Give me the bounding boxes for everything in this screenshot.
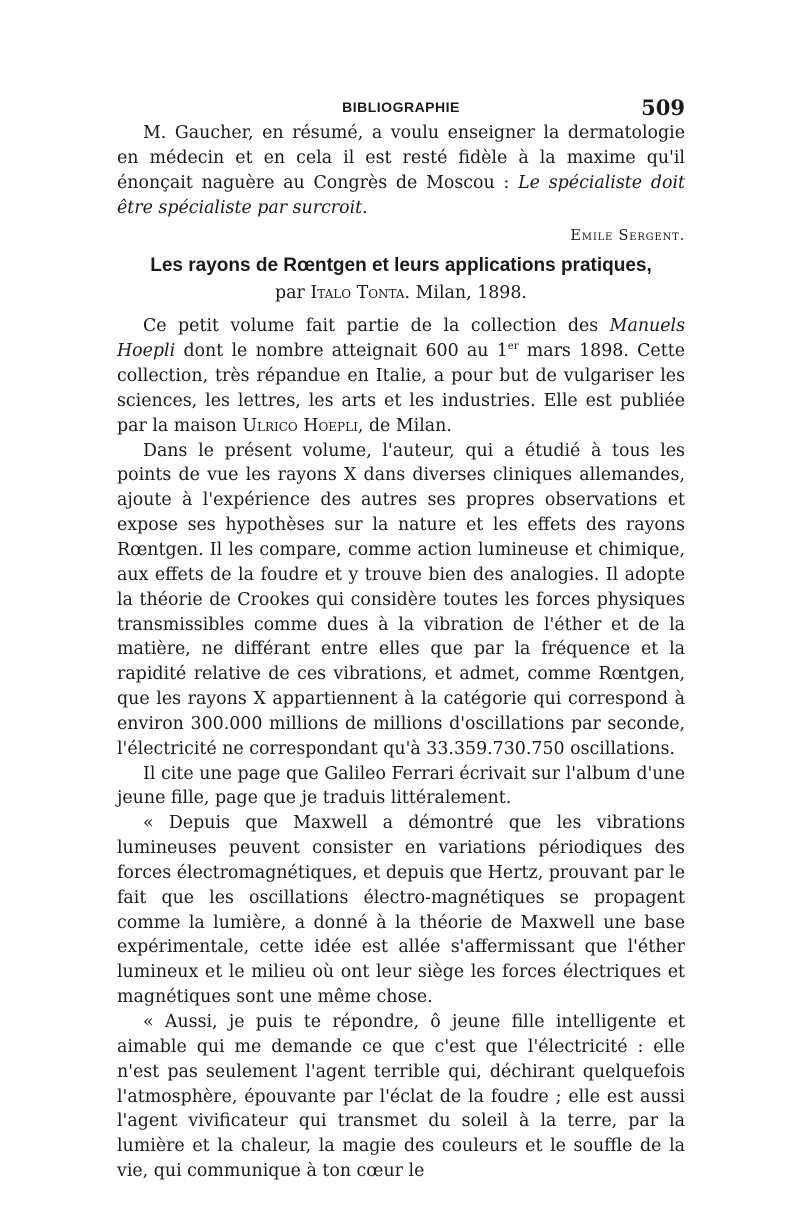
page-number: 509 — [641, 95, 685, 120]
p1-series-title: Manuels Hoepli — [117, 316, 685, 362]
page-header — [117, 95, 685, 121]
previous-review-quote: Le spécialiste doit être spécialiste par surcroit. — [117, 172, 685, 218]
running-title: BIBLIOGRAPHIE — [342, 99, 460, 115]
review-paragraph-1 — [117, 314, 685, 438]
p1-text-d: , de Milan. — [357, 415, 452, 436]
byline-publication: . Milan, 1898. — [404, 283, 527, 304]
p1-superscript: er — [507, 341, 519, 353]
p1-text-c: mars 1898. Cette collection, très répandue en Italie, a pour but de vulgariser les sciences, les lettres, les arts et les industries. Elle est publiée par la maison — [117, 341, 685, 436]
byline-author: Italo Tonta — [310, 283, 405, 304]
review-paragraph-3: Il cite une page que Galileo Ferrari écrivait sur l'album d'une jeune fille, page que je traduis littéralement. — [117, 763, 685, 809]
book-page — [117, 95, 685, 1184]
review-paragraph-2: Dans le présent volume, l'auteur, qui a étudié à tous les points de vue les rayons X dans diverses cliniques allemandes, ajoute à l'expérience des autres ses propres observations et expose ses hypothèses sur la nature et les effets des rayons Rœntgen. Il les compare, comme action lumineuse et chimique, aux effets de la foudre et y trouve bien des analogies. Il adopte la théorie de Crookes qui considère toutes les forces physiques transmissibles comme dues à la vibration de l'éther et de la matière, ne différant entre elles que par la fréquence et la rapidité relative de ces vibrations, et admet, comme Rœntgen, que les rayons X appartiennent à la catégorie qui correspond à environ 300.000 millions de millions d'oscillations par seconde, l'électricité ne correspondant qu'à 33.359.730.750 oscillations. — [117, 440, 685, 759]
review-paragraph-5: « Aussi, je puis te répondre, ô jeune fille intelligente et aimable qui me demande ce que c'est que l'électricité : elle n'est pas seulement l'agent terrible qui, déchirant quelquefois l'atmosphère, épouvante par l'éclat de la foudre ; elle est aussi l'agent vivificateur qui transmet du soleil à la terre, par la lumière et la chaleur, la magie des couleurs et le souffle de la vie, qui communique à ton cœur le — [117, 1012, 685, 1182]
p1-text-b: dont le nombre atteignait 600 au 1 — [175, 341, 508, 362]
review-byline — [117, 280, 685, 306]
p1-publisher: Ulrico Hoepli — [242, 415, 358, 436]
review-title: Les rayons de Rœntgen et leurs applications pratiques, — [150, 255, 652, 277]
p1-text-a: Ce petit volume fait partie de la collection des — [143, 316, 610, 337]
previous-review-text: M. Gaucher, en résumé, a voulu enseigner la dermatologie en médecin et en cela il est resté fidèle à la maxime qu'il énonçait naguère au Congrès de Moscou : — [117, 123, 685, 193]
previous-review-paragraph — [117, 121, 685, 220]
previous-review-signature: Emile Sergent. — [570, 228, 685, 245]
review-paragraph-4: « Depuis que Maxwell a démontré que les vibrations lumineuses peuvent consister en variations périodiques des forces électromagnétiques, et depuis que Hertz, prouvant par le fait que les oscillations électro-magnétiques se propagent comme la lumière, a donné à la théorie de Maxwell une base expérimentale, cette idée est allée s'affermissant que l'éther lumineux et le milieu où ont leur siège les forces électriques et magnétiques sont une même chose. — [117, 813, 685, 1008]
byline-prefix: par — [275, 283, 311, 304]
